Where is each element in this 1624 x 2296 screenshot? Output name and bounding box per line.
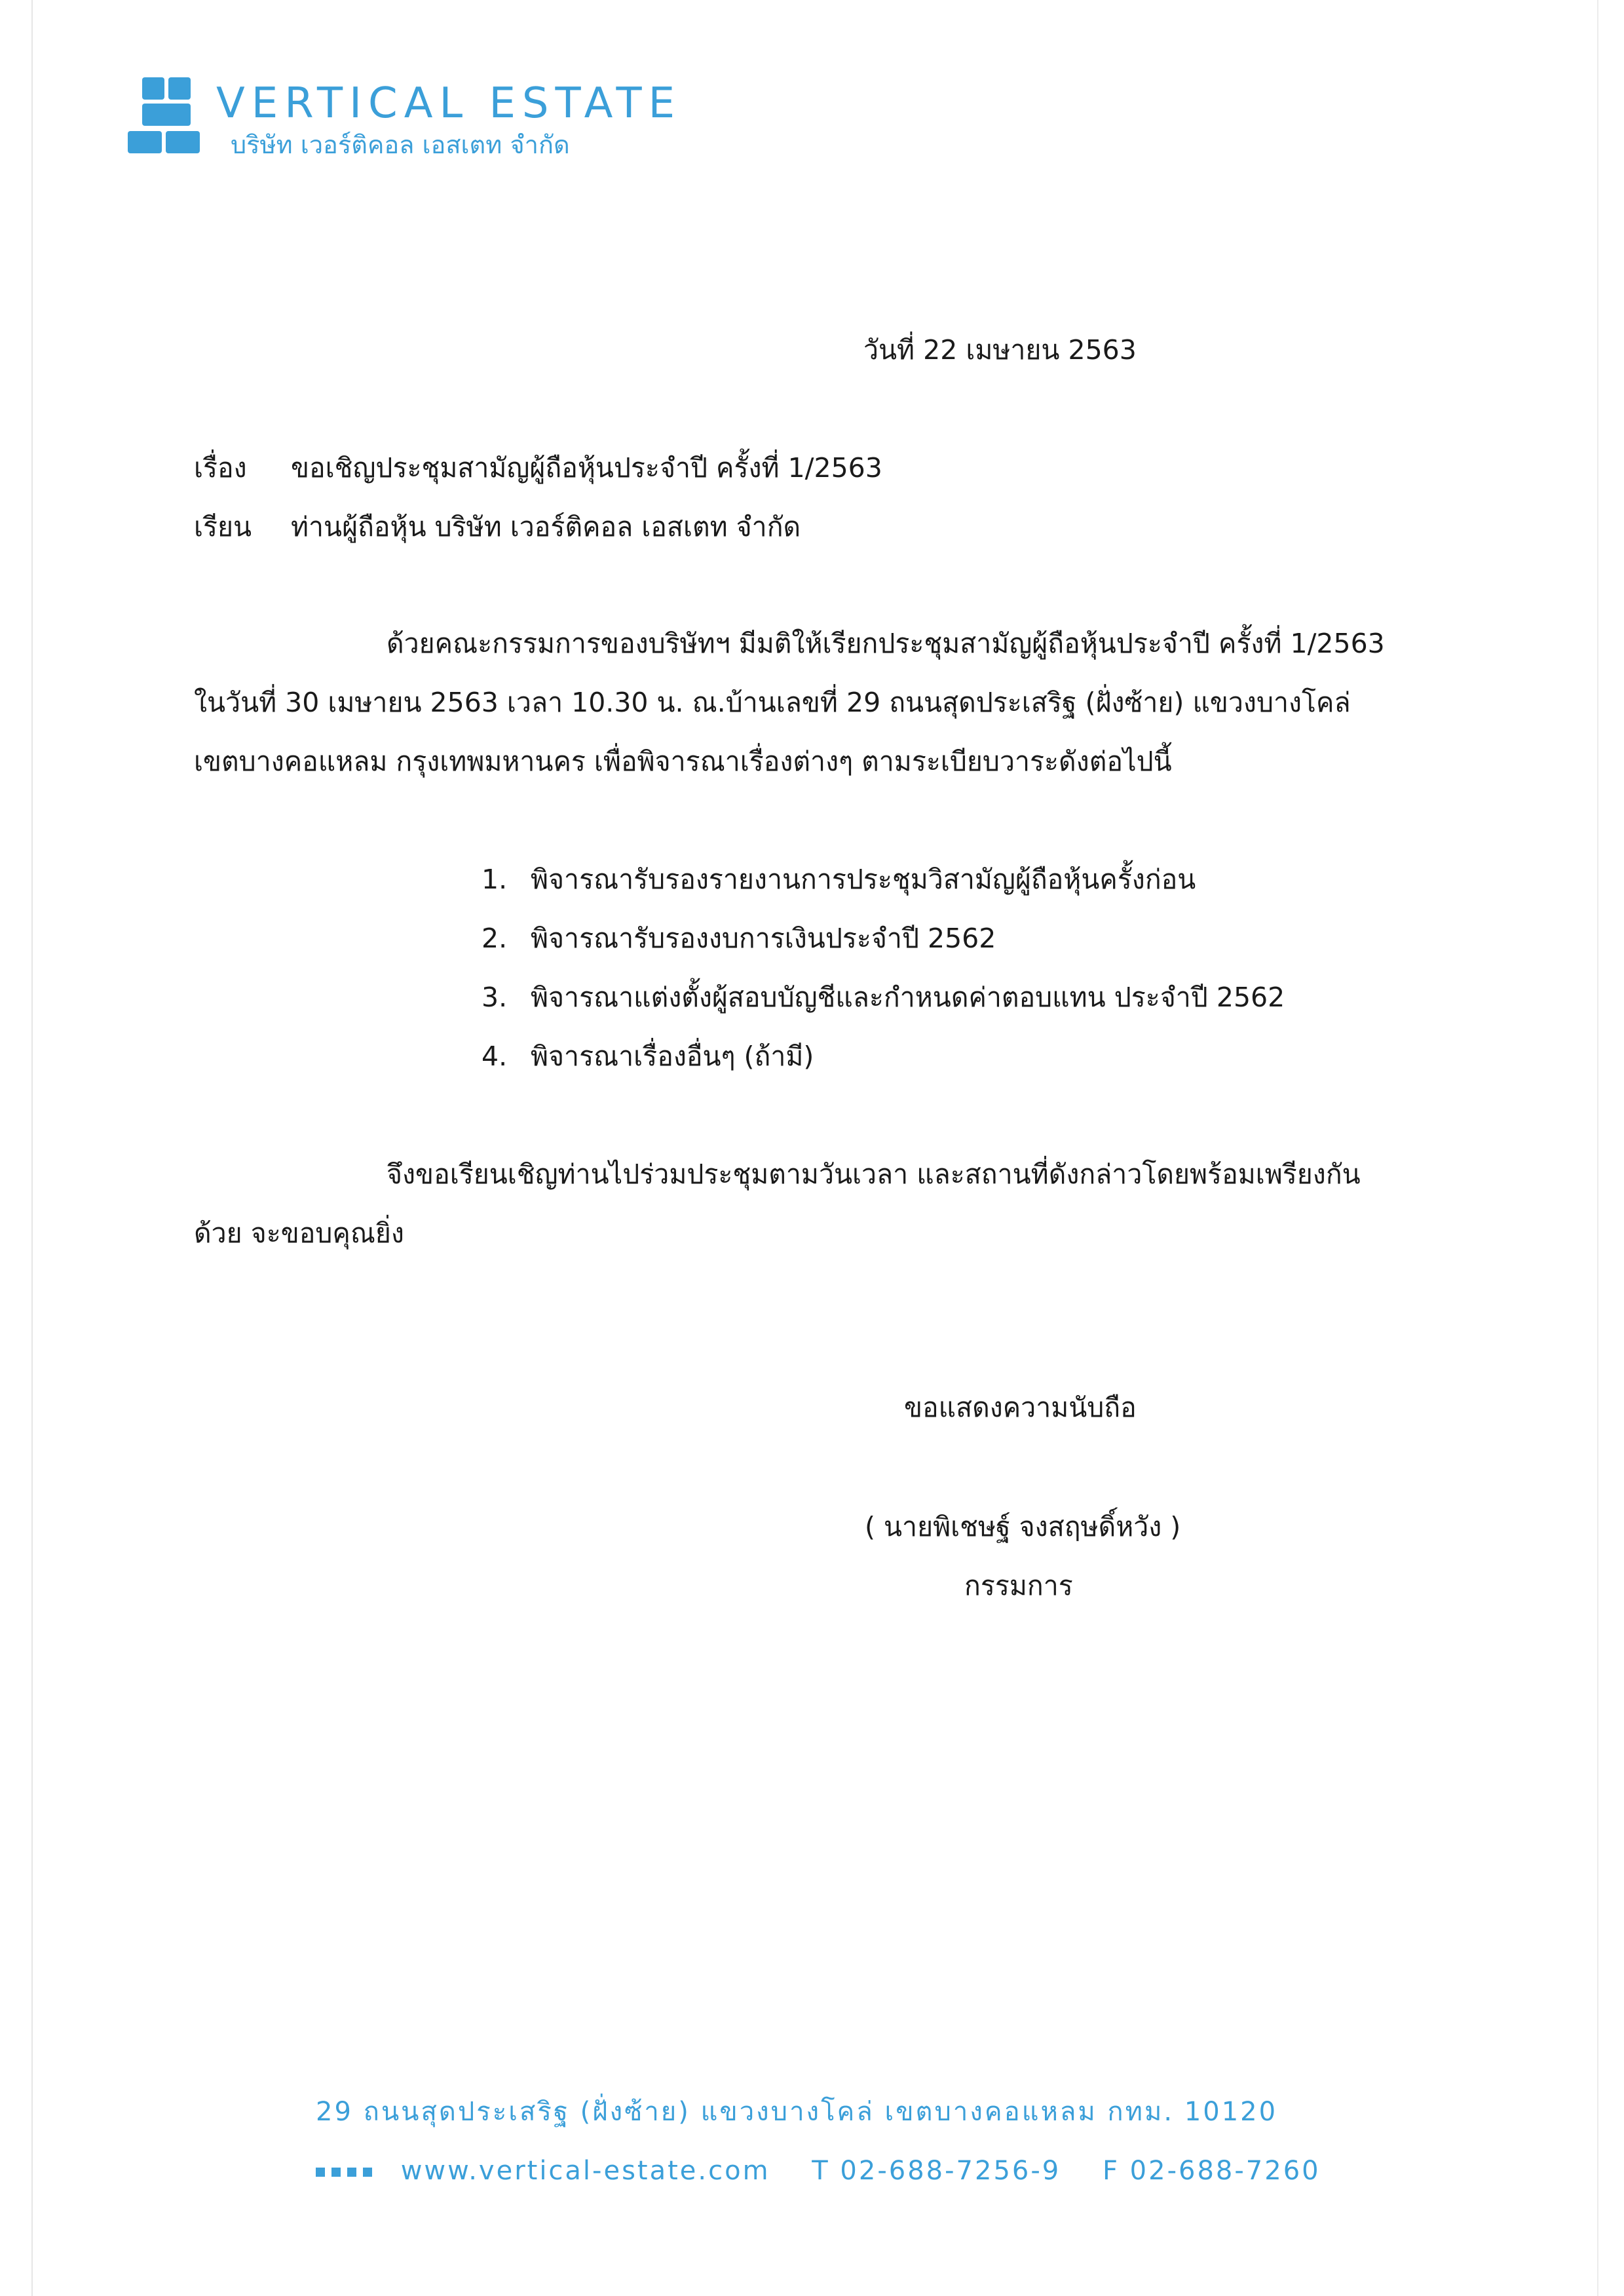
- agenda-item: พิจารณาแต่งตั้งผู้สอบบัญชีและกำหนดค่าตอบแทน ประจำปี 2562: [531, 982, 1285, 1013]
- signer-position: กรรมการ: [964, 1570, 1073, 1601]
- agenda-number: 4.: [482, 1041, 508, 1072]
- agenda-item: พิจารณารับรองรายงานการประชุมวิสามัญผู้ถือหุ้นครั้งก่อน: [531, 864, 1196, 895]
- agenda-number: 3.: [482, 982, 508, 1013]
- footer-contact: [316, 2152, 1321, 2189]
- recipient-value: ท่านผู้ถือหุ้น บริษัท เวอร์ติคอล เอสเตท จำกัด: [291, 511, 801, 543]
- agenda-item: พิจารณาเรื่องอื่นๆ (ถ้ามี): [531, 1041, 814, 1072]
- subject-value: ขอเชิญประชุมสามัญผู้ถือหุ้นประจำปี ครั้งที่ 1/2563: [291, 452, 882, 484]
- closing-salutation: ขอแสดงความนับถือ: [904, 1392, 1137, 1423]
- body-line-1: ด้วยคณะกรรมการของบริษัทฯ มีมติให้เรียกประชุมสามัญผู้ถือหุ้นประจำปี ครั้งที่ 1/2563: [387, 628, 1385, 659]
- recipient-label: เรียน: [194, 511, 252, 543]
- brand-name-thai: บริษัท เวอร์ติคอล เอสเตท จำกัด: [231, 130, 570, 159]
- agenda-number: 2.: [482, 923, 508, 954]
- footer-bullets: [316, 2152, 379, 2189]
- body-line-3: เขตบางคอแหลม กรุงเทพมหานคร เพื่อพิจารณาเรื่องต่างๆ ตามระเบียบวาระดังต่อไปนี้: [194, 746, 1172, 777]
- footer-fax: F 02-688-7260: [1102, 2156, 1321, 2186]
- agenda-item: พิจารณารับรองงบการเงินประจำปี 2562: [531, 923, 996, 954]
- footer-address: 29 ถนนสุดประเสริฐ (ฝั่งซ้าย) แขวงบางโคล่ เขตบางคอแหลม กทม. 10120: [316, 2097, 1278, 2127]
- signer-name: ( นายพิเชษฐ์ จงสฤษดิ์หวัง ): [865, 1511, 1181, 1542]
- page-edge-left: [31, 0, 33, 2296]
- page-edge-right: [1597, 0, 1598, 2296]
- invitation-line-1: จึงขอเรียนเชิญท่านไปร่วมประชุมตามวันเวลา และสถานที่ดังกล่าวโดยพร้อมเพรียงกัน: [387, 1158, 1361, 1190]
- building-blocks-icon: [128, 77, 206, 155]
- footer-phone: T 02-688-7256-9: [812, 2156, 1061, 2186]
- brand-name: VERTICAL ESTATE: [216, 79, 681, 128]
- invitation-line-2: ด้วย จะขอบคุณยิ่ง: [194, 1217, 404, 1249]
- subject-label: เรื่อง: [194, 452, 247, 484]
- body-line-2: ในวันที่ 30 เมษายน 2563 เวลา 10.30 น. ณ.บ้านเลขที่ 29 ถนนสุดประเสริฐ (ฝั่งซ้าย) แขวงบางโคล่: [194, 687, 1351, 718]
- footer-website-link[interactable]: www.vertical-estate.com: [400, 2156, 770, 2186]
- agenda-number: 1.: [482, 864, 508, 895]
- letter-date: วันที่ 22 เมษายน 2563: [863, 334, 1137, 366]
